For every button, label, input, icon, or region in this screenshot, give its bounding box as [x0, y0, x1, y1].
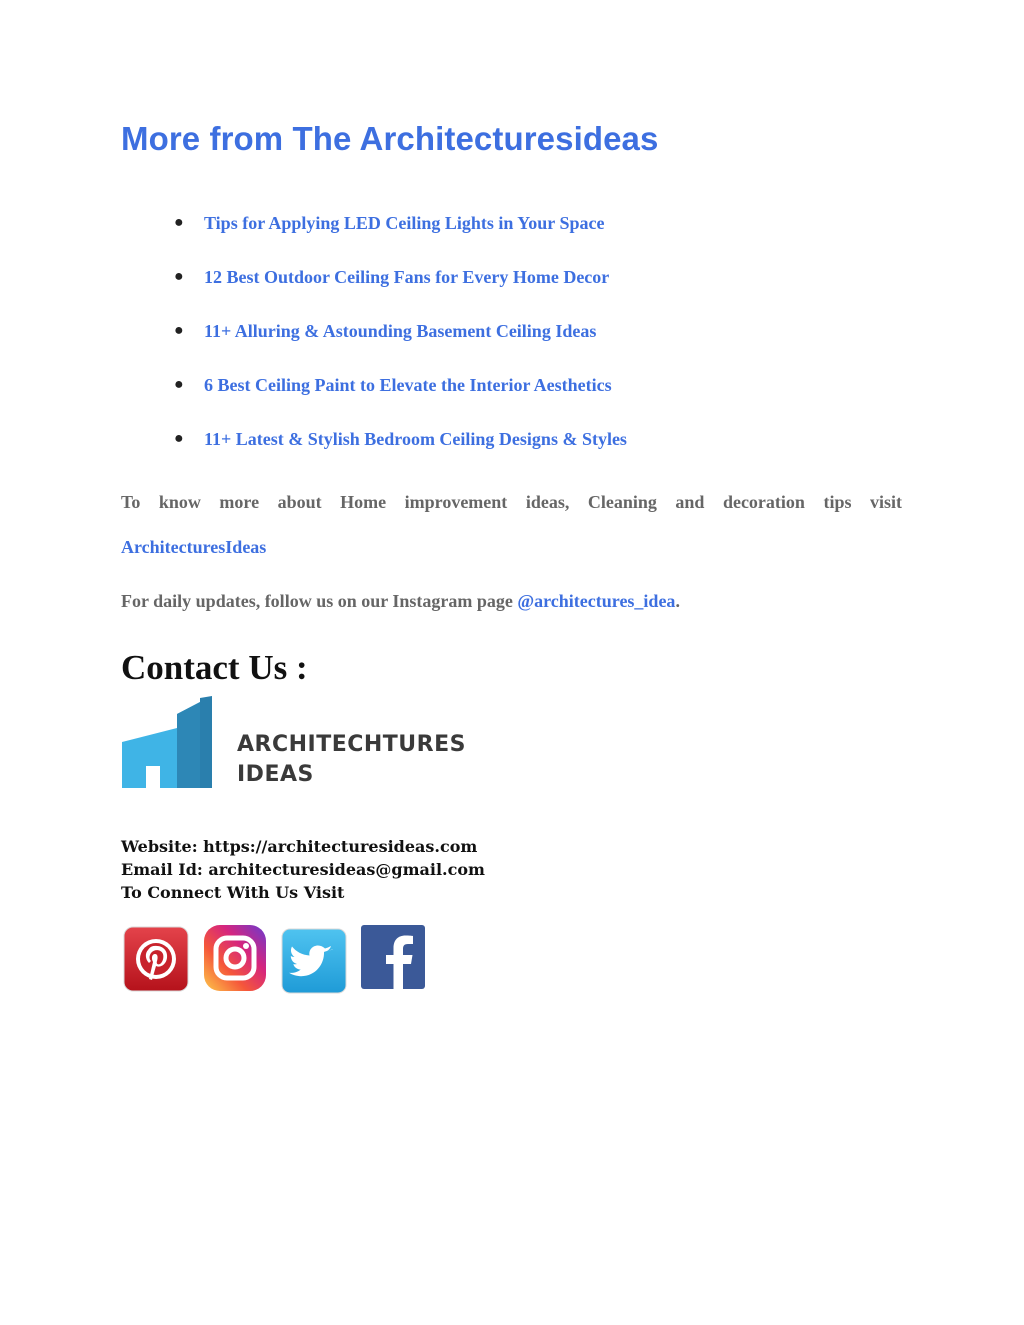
article-link-bedroom-ceiling[interactable]: 11+ Latest & Stylish Bedroom Ceiling Designs & Styles [204, 429, 627, 449]
list-item [166, 423, 627, 477]
bullet-icon: ● [174, 268, 184, 285]
contact-heading: Contact Us : [121, 648, 308, 687]
twitter-icon[interactable] [281, 924, 347, 994]
daily-updates-paragraph [121, 588, 680, 614]
logo-wordmark: ARCHITECHTURES IDEAS [237, 732, 466, 787]
know-more-paragraph [121, 480, 902, 570]
building-logo-icon [122, 696, 222, 792]
architectures-ideas-logo [122, 696, 492, 792]
list-item [166, 315, 627, 369]
facebook-icon[interactable] [360, 924, 426, 994]
contact-info [121, 835, 485, 904]
bullet-icon: ● [174, 322, 184, 339]
bullet-icon: ● [174, 376, 184, 393]
instagram-icon[interactable] [202, 924, 268, 994]
bullet-icon: ● [174, 430, 184, 447]
article-link-basement-ceiling[interactable]: 11+ Alluring & Astounding Basement Ceiling Ideas [204, 321, 597, 341]
more-from-title: More from The Architecturesideas [121, 120, 659, 157]
architecturesideas-link[interactable]: ArchitecturesIdeas [121, 537, 267, 557]
connect-line: To Connect With Us Visit [121, 883, 345, 902]
website-line[interactable]: Website: https://architecturesideas.com [121, 837, 478, 856]
bullet-icon: ● [174, 214, 184, 231]
article-link-outdoor-ceiling-fans[interactable]: 12 Best Outdoor Ceiling Fans for Every Home Decor [204, 267, 610, 287]
daily-updates-period: . [675, 591, 680, 611]
article-link-ceiling-paint[interactable]: 6 Best Ceiling Paint to Elevate the Interior Aesthetics [204, 375, 612, 395]
daily-updates-text: For daily updates, follow us on our Instagram page [121, 591, 518, 611]
email-line[interactable]: Email Id: architecturesideas@gmail.com [121, 860, 485, 879]
social-links [123, 924, 426, 994]
list-item [166, 261, 627, 315]
related-articles-list [166, 207, 627, 477]
list-item [166, 369, 627, 423]
list-item [166, 207, 627, 261]
pinterest-icon[interactable] [123, 924, 189, 994]
know-more-text: To know more about Home improvement ideas, Cleaning and decoration tips visit [121, 492, 902, 512]
instagram-handle-link[interactable]: @architectures_idea [517, 591, 676, 611]
article-link-led-ceiling-lights[interactable]: Tips for Applying LED Ceiling Lights in Your Space [204, 213, 605, 233]
